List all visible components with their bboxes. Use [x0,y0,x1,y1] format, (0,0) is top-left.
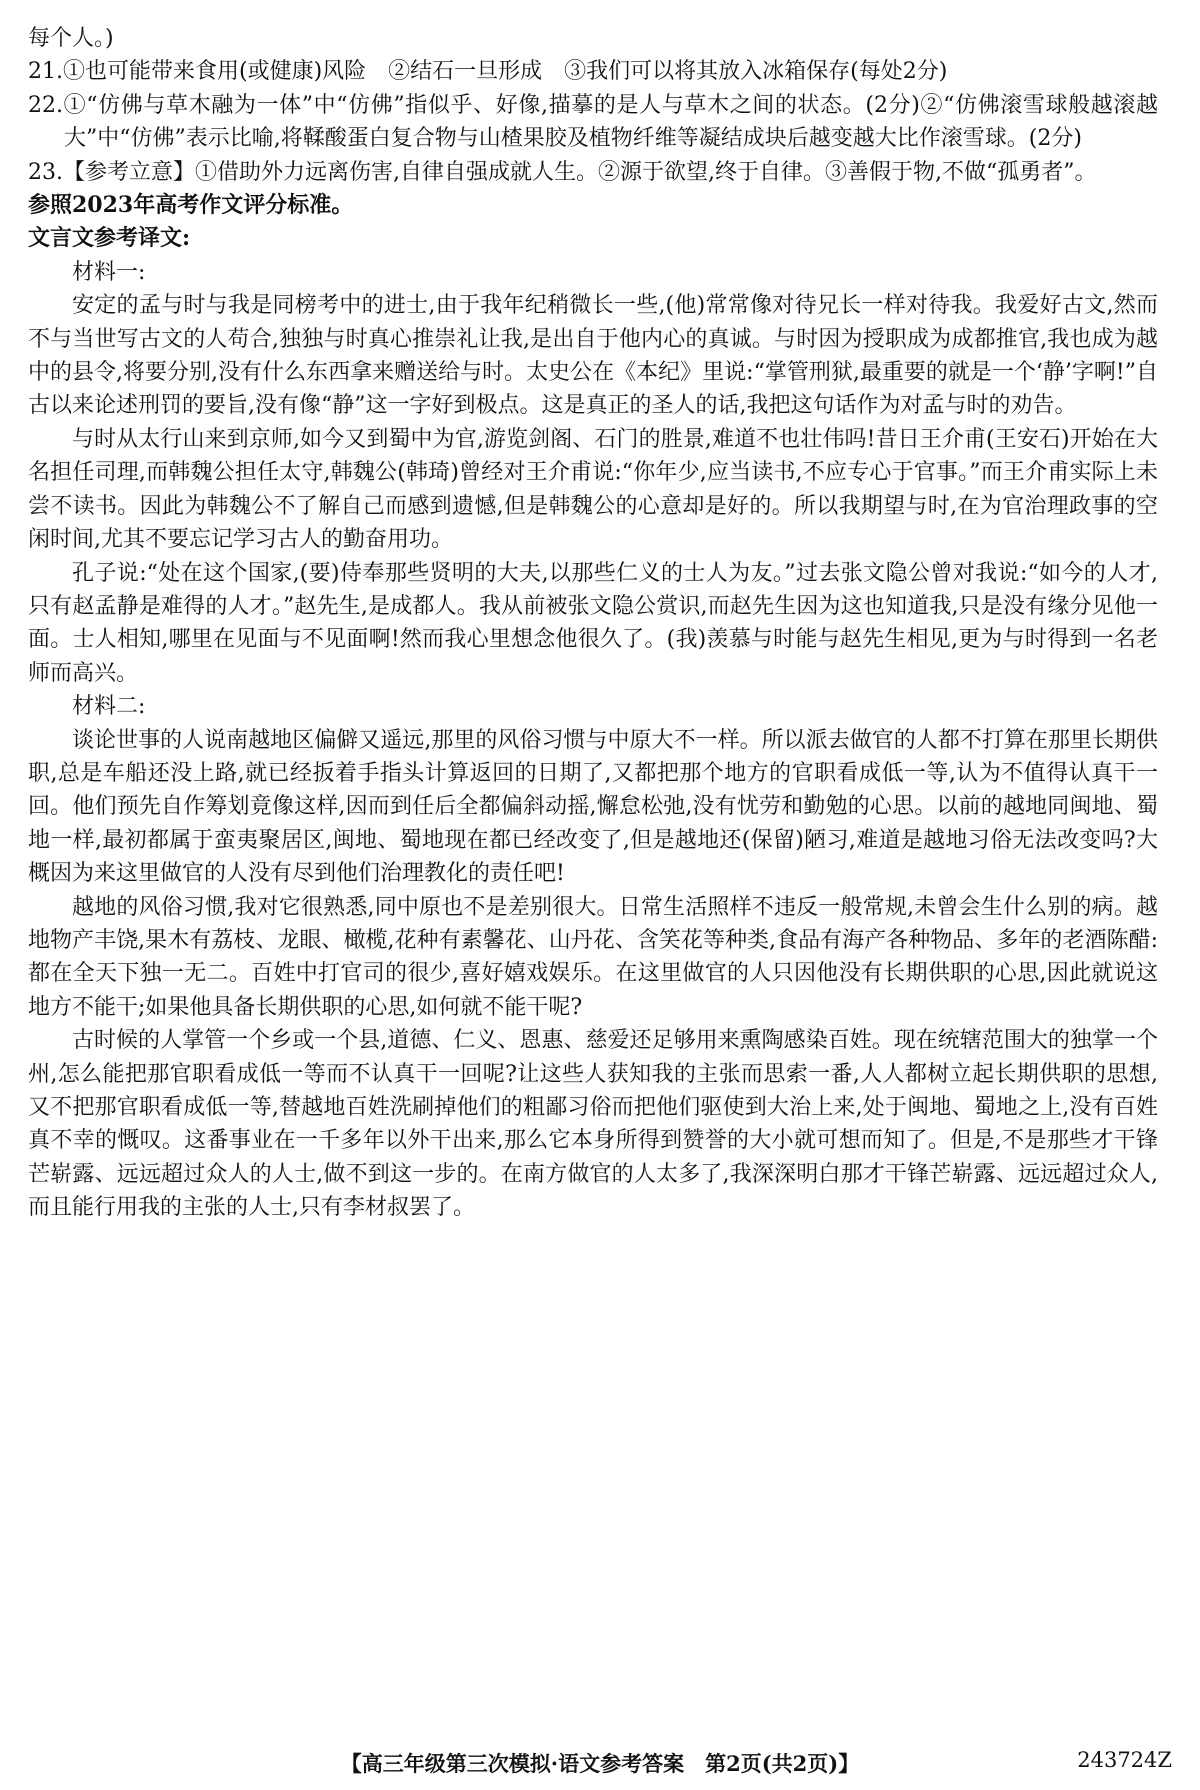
answer-21: 21.①也可能带来食用(或健康)风险 ②结石一旦形成 ③我们可以将其放入冰箱保存(每处2分) [28,59,948,85]
material-2-paragraph-2: 越地的风俗习惯,我对它很熟悉,同中原也不是差别很大。日常生活照样不违反一般常规,未曾会生什么别的病。越地物产丰饶,果木有荔枝、龙眼、橄榄,花种有素馨花、山丹花、含笑花等种类,食品有海产各种物品、多年的老酒陈醋:都在全天下独一无二。百姓中打官司的很少,喜好嬉戏娱乐。在这里做官的人只因他没有长期供职的心思,因此就说这地方不能干;如果他具备长期供职的心思,如何就不能干呢? [28,894,1158,1020]
answer-continuation: 每个人。) [28,26,114,51]
translation-heading: 文言文参考译文: [28,225,191,252]
paper-code: 243724Z [1077,1748,1172,1772]
material-1-paragraph-2: 与时从太行山来到京师,如今又到蜀中为官,游览剑阁、石门的胜景,难道不也壮伟吗!昔日王介甫(王安石)开始在大名担任司理,而韩魏公担任太守,韩魏公(韩琦)曾经对王介甫说:“你年少,应当读书,不应专心于官事。”而王介甫实际上未尝不读书。因此为韩魏公不了解自己而感到遗憾,但是韩魏公的心意却是好的。所以我期望与时,在为官治理政事的空闲时间,尤其不要忘记学习古人的勤奋用功。 [28,426,1158,553]
page-content [28,22,1158,1225]
material-1-paragraph-1: 安定的孟与时与我是同榜考中的进士,由于我年纪稍微长一些,(他)常常像对待兄长一样对待我。我爱好古文,然而不与当世写古文的人苟合,独独与时真心推崇礼让我,是出自于他内心的真诚。与时因为授职成为成都推官,我也成为越中的县令,将要分别,没有什么东西拿来赠送给与时。太史公在《本纪》里说:“掌管刑狱,最重要的就是一个‘静’字啊!”自古以来论述刑罚的要旨,没有像“静”这一字好到极点。这是真正的圣人的话,我把这句话作为对孟与时的劝告。 [28,293,1158,419]
material-2-label: 材料二: [72,694,146,720]
material-2-paragraph-1: 谈论世事的人说南越地区偏僻又遥远,那里的风俗习惯与中原大不一样。所以派去做官的人都不打算在那里长期供职,总是车船还没上路,就已经扳着手指头计算返回的日期了,又都把那个地方的官职看成低一等,认为不值得认真干一回。他们预先自作筹划竟像这样,因而到任后全都偏斜动摇,懈怠松弛,没有忧劳和勤勉的心思。以前的越地同闽地、蜀地一样,最初都属于蛮夷聚居区,闽地、蜀地现在都已经改变了,但是越地还(保留)陋习,难道是越地习俗无法改变吗?大概因为来这里做官的人没有尽到他们治理教化的责任吧! [28,727,1158,887]
answer-23: 23.【参考立意】①借助外力远离伤害,自律自强成就人生。②源于欲望,终于自律。③善假于物,不做“孤勇者”。 [28,159,1097,185]
material-1-paragraph-3: 孔子说:“处在这个国家,(要)侍奉那些贤明的大夫,以那些仁义的士人为友。”过去张文隐公曾对我说:“如今的人才,只有赵孟静是难得的人才。”赵先生,是成都人。我从前被张文隐公赏识,而赵先生因为这也知道我,只是没有缘分见他一面。士人相知,哪里在见面与不见面啊!然而我心里想念他很久了。(我)羡慕与时能与赵先生相见,更为与时得到一名老师而高兴。 [28,560,1158,686]
material-1-label: 材料一: [72,259,146,285]
essay-scoring-note: 参照2023年高考作文评分标准。 [28,192,354,219]
answer-22: 22.①“仿佛与草木融为一体”中“仿佛”指似乎、好像,描摹的是人与草木之间的状态。(2分)②“仿佛滚雪球般越滚越大”中“仿佛”表示比喻,将鞣酸蛋白复合物与山楂果胶及植物纤维等凝结成块后越变越大比作滚雪球。(2分) [28,92,1158,152]
page-footer: 【高三年级第三次模拟·语文参考答案 第2页(共2页)】 [340,1751,860,1776]
material-2-paragraph-3: 古时候的人掌管一个乡或一个县,道德、仁义、恩惠、慈爱还足够用来熏陶感染百姓。现在统辖范围大的独掌一个州,怎么能把那官职看成低一等而不认真干一回呢?让这些人获知我的主张而思索一番,人人都树立起长期供职的思想,又不把那官职看成低一等,替越地百姓洗刷掉他们的粗鄙习俗而把他们驱使到大治上来,处于闽地、蜀地之上,没有百姓真不幸的慨叹。这番事业在一千多年以外干出来,那么它本身所得到赞誉的大小就可想而知了。但是,不是那些才干锋芒崭露、远远超过众人的人士,做不到这一步的。在南方做官的人太多了,我深深明白那才干锋芒崭露、远远超过众人,而且能行用我的主张的人士,只有李材叔罢了。 [28,1028,1158,1221]
